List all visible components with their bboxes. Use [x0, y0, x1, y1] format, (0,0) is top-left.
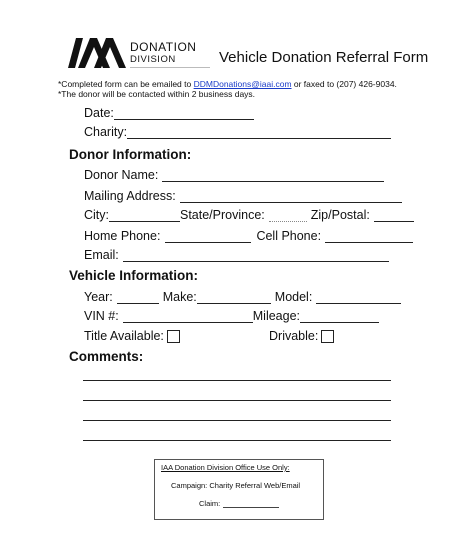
iaa-logo: [66, 36, 126, 70]
mileage-field[interactable]: [300, 310, 379, 323]
office-use-title: IAA Donation Division Office Use Only:: [161, 463, 290, 472]
vin-field[interactable]: [123, 310, 253, 323]
city-label: City:: [84, 208, 109, 222]
mileage-label: Mileage:: [252, 309, 300, 323]
title-available-label: Title Available:: [84, 329, 164, 343]
iaa-logo-mark: [66, 36, 126, 70]
charity-field[interactable]: [127, 126, 391, 139]
year-label: Year:: [84, 290, 113, 304]
title-available-row: [84, 329, 180, 343]
charity-row: [84, 125, 391, 139]
phone-row: [84, 229, 413, 243]
donor-name-row: [84, 168, 384, 182]
title-available-checkbox[interactable]: [167, 330, 180, 343]
state-label: State/Province:: [180, 208, 265, 222]
donor-name-label: Donor Name:: [84, 168, 159, 182]
email-link[interactable]: DDMDonations@iaai.com: [193, 79, 292, 89]
cell-phone-field[interactable]: [325, 230, 413, 243]
make-label: Make:: [162, 290, 197, 304]
email-row: [84, 248, 389, 262]
mailing-address-field[interactable]: [180, 190, 402, 203]
email-label: Email:: [84, 248, 119, 262]
note-prefix: *Completed form can be emailed to: [58, 79, 194, 89]
home-phone-label: Home Phone:: [84, 229, 161, 243]
contact-note: *The donor will be contacted within 2 business days.: [58, 89, 256, 99]
submission-note: [58, 79, 397, 89]
drivable-label: Drivable:: [269, 329, 319, 343]
comment-line[interactable]: [83, 420, 391, 421]
office-use-box: [154, 459, 324, 520]
claim-row: [199, 499, 279, 508]
zip-label: Zip/Postal:: [310, 208, 370, 222]
donor-info-heading: Donor Information:: [69, 147, 192, 162]
date-field[interactable]: [114, 107, 254, 120]
cell-phone-label: Cell Phone:: [256, 229, 322, 243]
comment-line[interactable]: [83, 400, 391, 401]
campaign-text: Campaign: Charity Referral Web/Email: [171, 481, 301, 490]
year-make-model-row: [84, 290, 401, 304]
vin-label: VIN #:: [84, 309, 119, 323]
donor-name-field[interactable]: [162, 169, 384, 182]
zip-field[interactable]: [374, 209, 414, 222]
form-title: Vehicle Donation Referral Form: [219, 49, 429, 66]
logo-text-division: DIVISION: [130, 54, 176, 65]
vin-mileage-row: [84, 309, 379, 323]
claim-field[interactable]: [223, 499, 279, 508]
logo-text-donation: DONATION: [130, 40, 197, 54]
email-field[interactable]: [123, 249, 389, 262]
vehicle-info-heading: Vehicle Information:: [69, 268, 199, 283]
make-field[interactable]: [197, 291, 271, 304]
drivable-row: [269, 329, 334, 343]
mailing-address-label: Mailing Address:: [84, 189, 176, 203]
comment-line[interactable]: [83, 440, 391, 441]
city-state-zip-row: [84, 208, 414, 222]
charity-label: Charity:: [84, 125, 128, 139]
comments-heading: Comments:: [69, 349, 144, 364]
comment-line[interactable]: [83, 380, 391, 381]
mailing-address-row: [84, 189, 402, 203]
date-label: Date:: [84, 106, 114, 120]
drivable-checkbox[interactable]: [321, 330, 334, 343]
note-suffix: or faxed to (207) 426-9034.: [291, 79, 397, 89]
date-row: [84, 106, 254, 120]
model-field[interactable]: [316, 291, 401, 304]
city-field[interactable]: [109, 209, 180, 222]
logo-divider: [130, 67, 210, 68]
state-field[interactable]: [269, 209, 307, 222]
year-field[interactable]: [117, 291, 159, 304]
home-phone-field[interactable]: [165, 230, 251, 243]
model-label: Model:: [274, 290, 313, 304]
claim-label: Claim:: [199, 499, 221, 508]
